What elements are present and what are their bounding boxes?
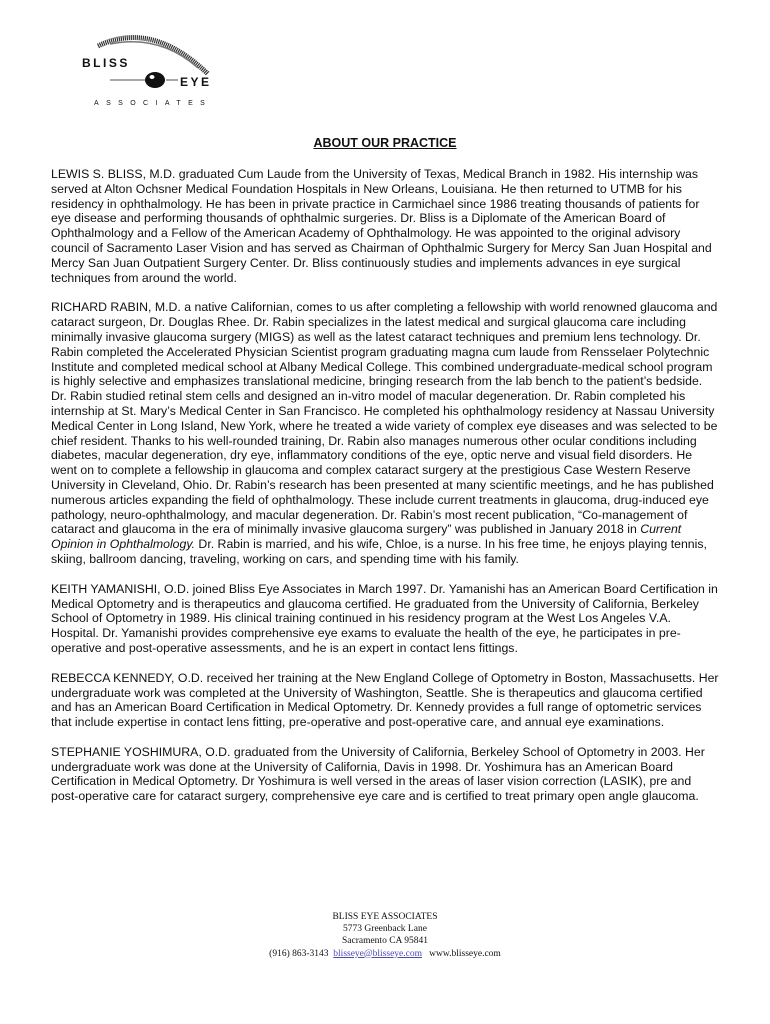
footer-website: www.blisseye.com	[429, 948, 501, 959]
journal-title: Current Opinion in Ophthalmology.	[51, 522, 682, 552]
bio-yamanishi: KEITH YAMANISHI, O.D. joined Bliss Eye Associates in March 1997. Dr. Yamanishi has an American Board Certification in Medical Optometry and is therapeutics and glaucoma certified. He graduated from the University of California, Berkeley School of Optometry in 1989. His clinical training continued in his residency program at the West Los Angeles V.A. Hospital. Dr. Yamanishi provides comprehensive eye exams to evaluate the health of the eye, he participates in pre-operative and post-operative assessments, and he is an expert in contact lens fittings.	[51, 581, 718, 655]
bio-kennedy: REBECCA KENNEDY, O.D. received her training at the New England College of Optometry in Boston, Massachusetts. Her undergraduate work was completed at the University of Washington, Seattle. She is therapeutics and glaucoma certified and has an American Board Certification in Medical Optometry. Dr. Kennedy provides a full range of optometric services that include expertise in contact lens fitting, pre-operative and post-operative care, and annual eye examinations.	[51, 670, 719, 730]
bio-yoshimura: STEPHANIE YOSHIMURA, O.D. graduated from the University of California, Berkeley School of Optometry in 2003. Her undergraduate work was done at the University of California, Davis in 1998. Dr. Yoshimura has an American Board Certification in Medical Optometry. Dr Yoshimura is well versed in the areas of laser vision correction (LASIK), pre and post-operative care for cataract surgery, comprehensive eye care and is certified to treat primary open angle glaucoma.	[51, 744, 705, 804]
bio-rabin-main: RICHARD RABIN, M.D. a native Californian, comes to us after completing a fellowship with world renowned glaucoma and cataract surgeon, Dr. Douglas Rhee. Dr. Rabin specializes in the latest medical and surgical glaucoma care including minimally invasive glaucoma surgery (MIGS) as well as the latest cataract techniques and premium lens technology. Dr. Rabin completed the Accelerated Physician Scientist program graduating magna cum laude from Rensselaer Polytechnic Institute and completed medical school at Albany Medical College. This combined undergraduate-medical school program is highly selective and emphasizes translational medicine, bringing research from the lab bench to the patient’s bedside. Dr. Rabin studied retinal stem cells and designed an in-vitro model of macular degeneration. Dr. Rabin completed his internship at St. Mary’s Medical Center in San Francisco. He completed his ophthalmology residency at Nassau University Medical Center in Long Island, New York, where he treated a wide variety of complex eye diseases and was selected to be chief resident. Thanks to his well-rounded training, Dr. Rabin also manages numerous other ocular conditions including diabetes, macular degeneration, dry eye, inflammatory conditions of the eye, optic nerve and visual field disorders. He went on to complete a fellowship in glaucoma and complex cataract surgery at the prestigious Case Western Reserve University in Cleveland, Ohio. Dr. Rabin’s research has been presented at many scientific meetings, and he has published numerous articles expanding the field of ophthalmology. These include current treatments in glaucoma, drug-induced eye pathology, neuro-ophthalmology, and macular degeneration. Dr. Rabin’s most recent publication, “Co-management of cataract and glaucoma in the era of minimally invasive glaucoma surgery” was published in January 2018 in	[51, 300, 718, 537]
footer-phone: (916) 863-3143	[269, 948, 329, 959]
footer-email-link[interactable]: blisseye@blisseye.com	[333, 948, 422, 959]
footer-street: 5773 Greenback Lane	[343, 924, 427, 935]
footer-city: Sacramento CA 95841	[341, 936, 428, 947]
eye-logo-icon	[80, 32, 220, 110]
footer	[0, 911, 770, 960]
bio-bliss: LEWIS S. BLISS, M.D. graduated Cum Laude from the University of Texas, Medical Branch in 1982. His internship was served at Alton Ochsner Medical Foundation Hospitals in New Orleans, Louisiana. He then returned to UTMB for his residency in ophthalmology. He has been in private practice in Carmichael since 1986 treating thousands of patients for eye disease and performing thousands of ophthalmic surgeries. Dr. Bliss is a Diplomate of the American Board of Ophthalmology and a Fellow of the American Academy of Ophthalmology. He was appointed to the original advisory council of Sacramento Laser Vision and has served as Chairman of Ophthalmic Surgery for Mercy San Juan Hospital and Mercy San Juan Outpatient Surgery Center. Dr. Bliss continuously studies and implements advances in eye surgical techniques from around the world.	[51, 167, 712, 285]
logo-bliss-text: BLISS	[82, 56, 130, 70]
logo-eye-text: EYE	[180, 75, 212, 89]
company-logo	[80, 32, 220, 110]
bio-rabin	[51, 300, 721, 566]
footer-company-name: BLISS EYE ASSOCIATES	[332, 912, 438, 922]
footer-contact	[0, 948, 770, 960]
bio-rabin-end: Dr. Rabin is married, and his wife, Chloe, is a nurse. In his free time, he enjoys playing tennis, skiing, ballroom dancing, traveling, working on cars, and spending time with his family.	[51, 537, 707, 566]
document-body	[51, 167, 721, 819]
page-title: ABOUT OUR PRACTICE	[313, 136, 457, 150]
logo-associates-text: ASSOCIATES	[94, 100, 213, 107]
